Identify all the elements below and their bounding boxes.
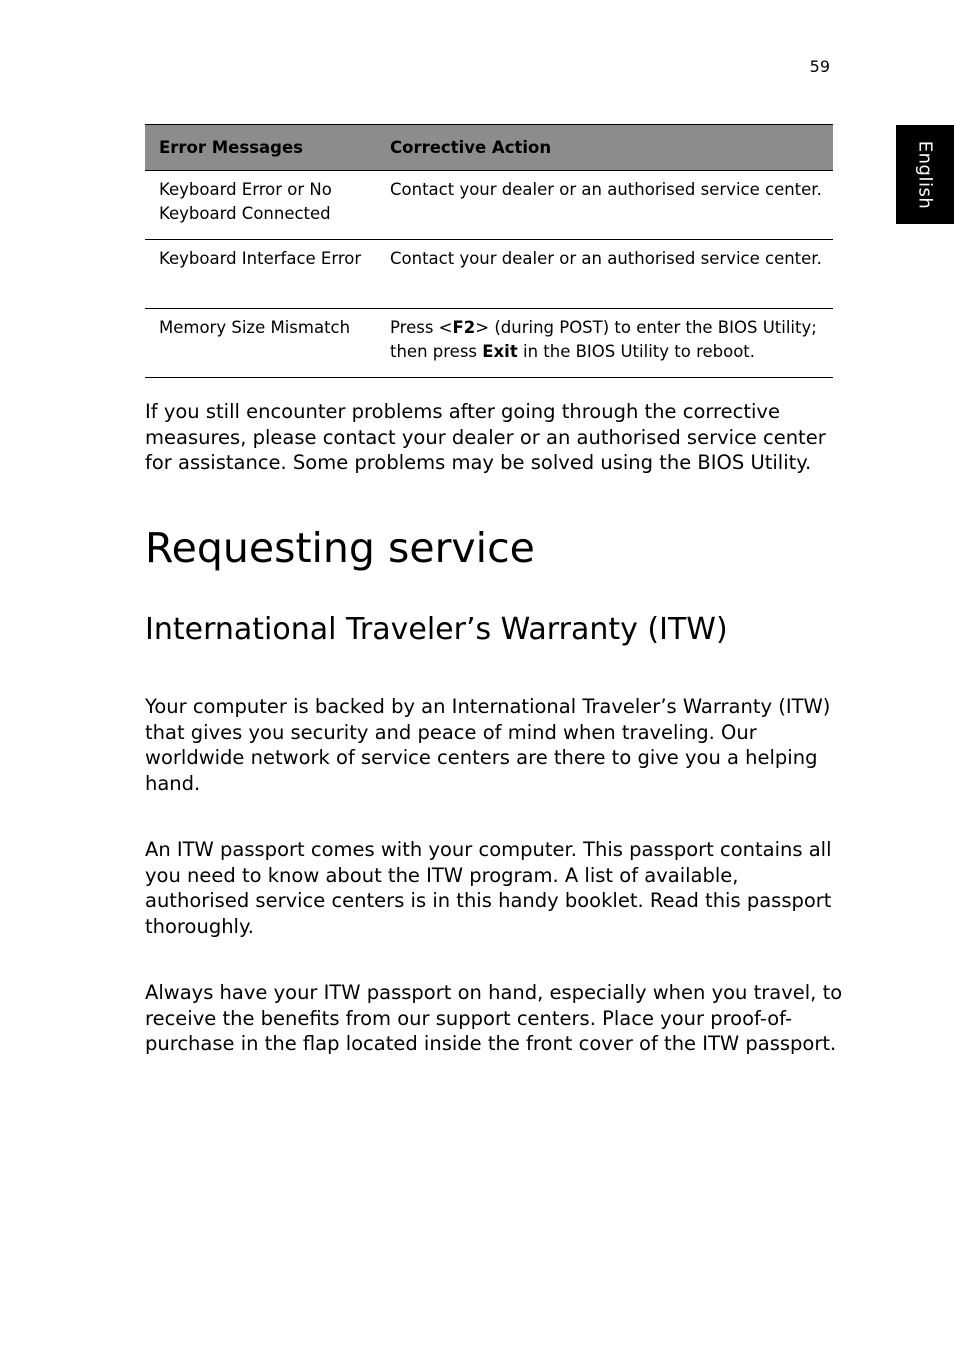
error-message-cell: Memory Size Mismatch bbox=[145, 309, 376, 378]
page-number: 59 bbox=[809, 57, 830, 76]
corrective-action-cell: Contact your dealer or an authorised service center. bbox=[376, 171, 833, 240]
corrective-action-cell bbox=[376, 309, 833, 378]
body-paragraph: Always have your ITW passport on hand, especially when you travel, to receive the benefits from our support centers. Place your proof-of-purchase in the flap located inside the front cover of the ITW passport. bbox=[145, 981, 843, 1055]
table-header-row bbox=[145, 125, 833, 171]
column-header-corrective-action: Corrective Action bbox=[376, 125, 833, 171]
language-tab-label: English bbox=[914, 140, 936, 209]
intro-paragraph: If you still encounter problems after going through the corrective measures, please contact your dealer or an authorised service center for assistance. Some problems may be solved using the BIOS Utility. bbox=[145, 400, 826, 474]
action-text: in the BIOS Utility to reboot. bbox=[517, 341, 756, 361]
error-message-cell: Keyboard Interface Error bbox=[145, 240, 376, 309]
action-text: > (during POST) to enter the BIOS Utility; then press bbox=[390, 318, 817, 361]
body-paragraph: Your computer is backed by an International Traveler’s Warranty (ITW) that gives you security and peace of mind when traveling. Our worldwide network of service centers are there to give you a helping hand. bbox=[145, 695, 831, 795]
language-tab bbox=[896, 125, 954, 224]
subsection-heading: International Traveler’s Warranty (ITW) bbox=[145, 612, 728, 647]
table-row bbox=[145, 309, 833, 378]
table-row bbox=[145, 171, 833, 240]
key-f2: F2 bbox=[452, 318, 476, 337]
menu-exit: Exit bbox=[482, 341, 518, 361]
table-row bbox=[145, 240, 833, 309]
action-text: Press < bbox=[390, 318, 453, 337]
error-message-cell: Keyboard Error or No Keyboard Connected bbox=[145, 171, 376, 240]
column-header-error-messages: Error Messages bbox=[145, 125, 376, 171]
section-heading: Requesting service bbox=[145, 524, 535, 572]
body-paragraph: An ITW passport comes with your computer. This passport contains all you need to know about the ITW program. A list of available, authorised service centers is in this handy booklet. Read this passport thoroughly. bbox=[145, 838, 832, 938]
error-messages-table bbox=[145, 124, 833, 378]
corrective-action-cell: Contact your dealer or an authorised service center. bbox=[376, 240, 833, 309]
